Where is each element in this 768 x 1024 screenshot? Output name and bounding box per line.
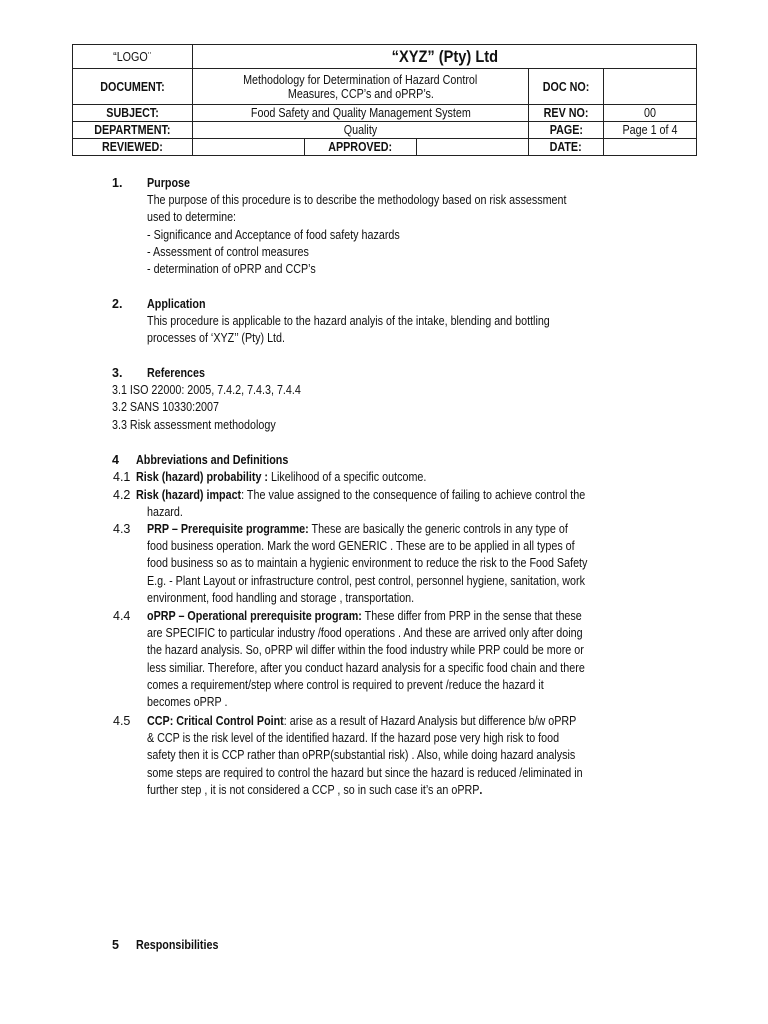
section-title-application: Application <box>147 297 206 311</box>
definition-line: food business operation. Mark the word GENERIC . These are to be applied in all types of <box>147 539 575 553</box>
purpose-line: The purpose of this procedure is to describe the methodology based on risk assessment <box>147 193 567 207</box>
definition-number: 4.1 <box>113 470 131 484</box>
definition-prp-body <box>147 538 737 607</box>
date-value <box>604 139 697 156</box>
reference-item: 3.3 Risk assessment methodology <box>112 417 276 432</box>
document-title-line2: Measures, CCP’s and oPRP’s. <box>287 86 434 101</box>
purpose-line: used to determine: <box>147 210 237 225</box>
section-title-purpose: Purpose <box>147 176 191 190</box>
approved-value <box>416 139 528 155</box>
definition-line: some steps are required to control the hazard but since the hazard is reduced /eliminated in <box>147 765 583 780</box>
definition-prp <box>147 521 568 538</box>
reference-item: 3.2 SANS 10330:2007 <box>112 400 219 415</box>
purpose-body <box>147 192 737 278</box>
definition-line: safety then it is CCP rather than oPRP(substantial risk) . Also, while doing hazard analysis <box>147 748 576 763</box>
company-name: “XYZ” (Pty) Ltd <box>193 45 697 69</box>
definition-number: 4.5 <box>113 714 131 728</box>
definition-term: Risk (hazard) probability : <box>136 470 269 484</box>
definition-risk-probability <box>136 469 426 486</box>
page-label: PAGE: <box>529 122 604 139</box>
definition-line: & CCP is the risk level of the identified hazard. If the hazard pose very high risk to food <box>147 731 560 745</box>
definition-oprp <box>147 608 582 625</box>
department-label: DEPARTMENT: <box>73 122 193 139</box>
definition-term: CCP: Critical Control Point <box>147 714 284 728</box>
definition-text: These differ from PRP in the sense that these <box>361 609 582 623</box>
section-number-responsibilities: 5 <box>112 938 119 952</box>
definition-term: oPRP – Operational prerequisite program: <box>147 609 362 623</box>
department-value: Quality <box>193 122 529 139</box>
approved-label: APPROVED: <box>304 139 416 155</box>
definition-line: are SPECIFIC to particular industry /food operations . And these are arrived only after doing <box>147 626 583 640</box>
reference-item: 3.1 ISO 22000: 2005, 7.4.2, 7.4.3, 7.4.4 <box>112 383 301 397</box>
definition-text: : The value assigned to the consequence of failing to achieve control the <box>241 488 586 502</box>
page-value: Page 1 of 4 <box>604 122 697 139</box>
definition-line: becomes oPRP . <box>147 695 228 710</box>
definition-ccp-body <box>147 730 737 799</box>
date-label: DATE: <box>529 139 604 156</box>
purpose-line: - Significance and Acceptance of food safety hazards <box>147 227 400 242</box>
references-list <box>112 382 702 434</box>
purpose-line: - determination of oPRP and CCP’s <box>147 262 316 277</box>
section-title-responsibilities: Responsibilities <box>136 938 219 952</box>
definition-line: comes a requirement/step where control is required to prevent /reduce the hazard it <box>147 677 544 692</box>
section-number-references: 3. <box>112 366 123 380</box>
definition-term: PRP – Prerequisite programme: <box>147 522 309 536</box>
subject-label: SUBJECT: <box>73 105 193 122</box>
definition-ccp <box>147 713 576 730</box>
definition-line: E.g. - Plant Layout or infrastructure control, pest control, personnel hygiene, sanitation, work <box>147 573 585 588</box>
rev-no-label: REV NO: <box>529 105 604 122</box>
definition-risk-impact <box>136 487 585 504</box>
definition-line-last: further step , it is not considered a CCP , so in such case it’s an oPRP. <box>147 782 483 797</box>
definition-line: the hazard analysis. So, oPRP wil differ within the food industry while PRP could be more or <box>147 643 584 658</box>
definition-text: Likelihood of a specific outcome. <box>268 470 427 484</box>
reviewed-label: REVIEWED: <box>73 139 193 156</box>
definition-continuation: hazard. <box>147 505 183 519</box>
logo-cell <box>73 45 193 69</box>
definition-line: environment, food handling and storage , transportation. <box>147 590 415 605</box>
doc-no-value <box>604 69 697 105</box>
logo-placeholder: “LOGO¨ <box>113 49 152 64</box>
rev-no-value: 00 <box>604 105 697 122</box>
definition-oprp-body <box>147 625 737 711</box>
purpose-line: - Assessment of control measures <box>147 244 309 259</box>
section-number-application: 2. <box>112 297 123 311</box>
definition-line: less similiar. Therefore, after you conduct hazard analysis for a specific food chain and there <box>147 660 585 675</box>
application-line: This procedure is applicable to the hazard analyis of the intake, blending and bottling <box>147 314 550 328</box>
section-number-purpose: 1. <box>112 176 123 190</box>
approval-cell <box>193 139 529 156</box>
document-header-table <box>72 44 697 156</box>
definition-text: : arise as a result of Hazard Analysis but difference b/w oPRP <box>283 714 577 728</box>
definition-number: 4.3 <box>113 522 131 536</box>
section-title-abbreviations: Abbreviations and Definitions <box>136 453 289 467</box>
definition-text: These are basically the generic controls in any type of <box>308 522 568 536</box>
section-title-references: References <box>147 366 205 380</box>
subject-value: Food Safety and Quality Management System <box>193 105 529 122</box>
definition-term: Risk (hazard) impact <box>136 488 242 502</box>
document-title <box>193 69 529 105</box>
section-number-abbreviations: 4 <box>112 453 119 467</box>
doc-no-label: DOC NO: <box>529 69 604 105</box>
definition-line: food business so as to maintain a hygienic environment to reduce the risk to the Food Safety <box>147 556 588 571</box>
document-title-line1: Methodology for Determination of Hazard Control <box>243 72 478 87</box>
application-line: processes of ‘XYZ’’ (Pty) Ltd. <box>147 331 286 346</box>
definition-number: 4.2 <box>113 488 131 502</box>
application-body <box>147 313 737 348</box>
definition-number: 4.4 <box>113 609 131 623</box>
reviewed-value <box>193 139 304 155</box>
document-label: DOCUMENT: <box>73 69 193 105</box>
